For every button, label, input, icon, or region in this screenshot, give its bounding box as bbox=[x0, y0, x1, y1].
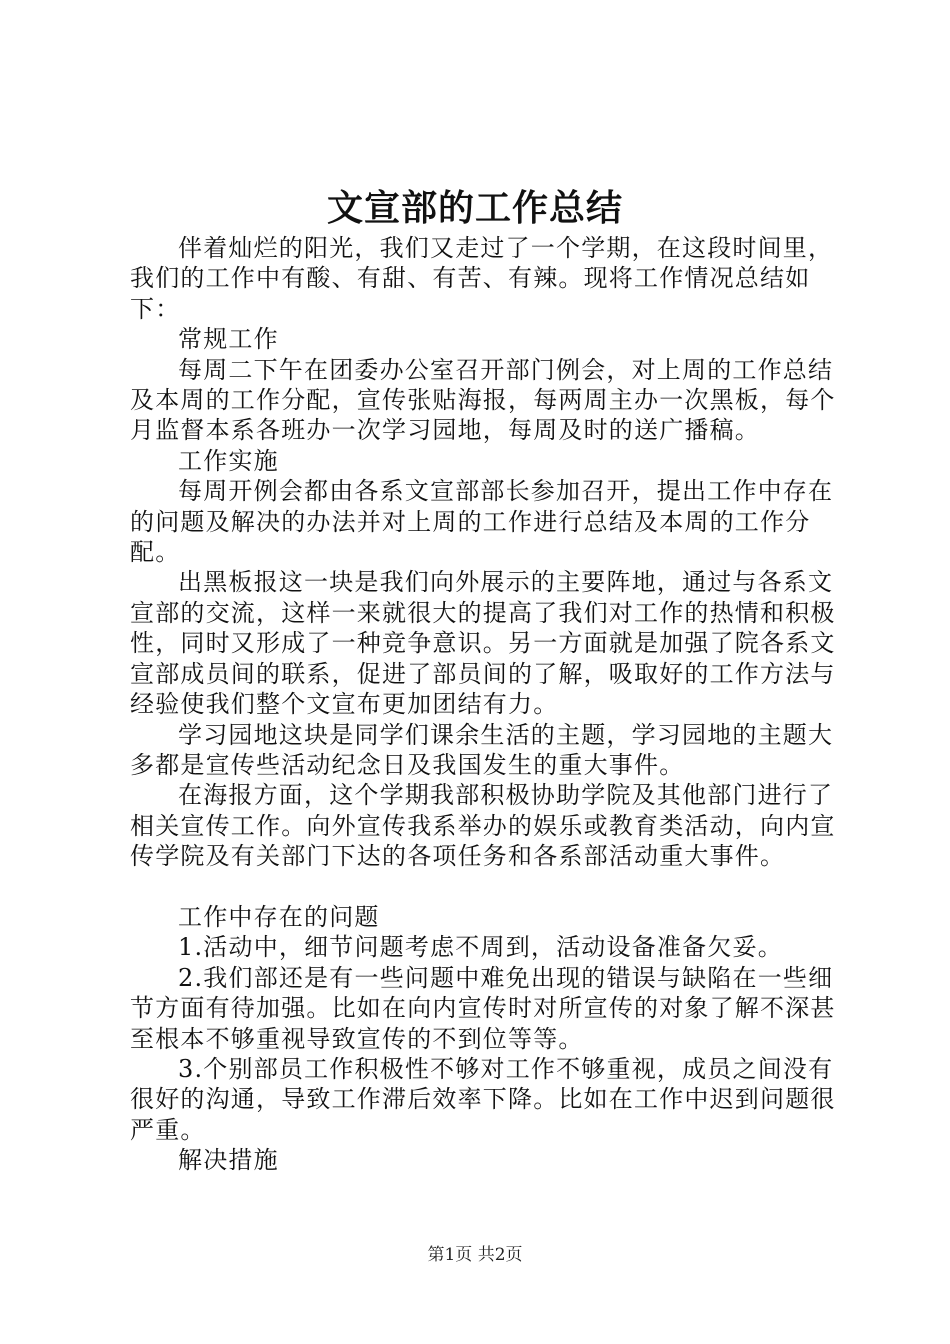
section-heading-solutions: 解决措施 bbox=[178, 1146, 279, 1175]
intro-paragraph: 伴着灿烂的阳光，我们又走过了一个学期，在这段时间里，我们的工作中有酸、有甜、有苦、有辣。现将工作情况总结如下： bbox=[130, 234, 834, 323]
problem-item-2: 2.我们部还是有一些问题中难免出现的错误与缺陷在一些细节方面有待加强。比如在向内宣传时对所宣传的对象了解不深甚至根本不够重视导致宣传的不到位等等。 bbox=[130, 963, 836, 1053]
problem-item-3: 3.个别部员工作积极性不够对工作不够重视，成员之间没有很好的沟通，导致工作滞后效率下降。比如在工作中迟到问题很严重。 bbox=[130, 1054, 836, 1144]
blackboard-paragraph: 出黑板报这一块是我们向外展示的主要阵地，通过与各系文宣部的交流，这样一来就很大的提高了我们对工作的热情和积极性，同时又形成了一种竞争意识。另一方面就是加强了院各系文宣部成员间的联系，促进了部员间的了解，吸取好的工作方法与经验使我们整个文宣布更加团结有力。 bbox=[130, 568, 836, 719]
meeting-paragraph: 每周开例会都由各系文宣部部长参加召开，提出工作中存在的问题及解决的办法并对上周的工作进行总结及本周的工作分配。 bbox=[130, 477, 834, 567]
document-title: 文宣部的工作总结 bbox=[326, 187, 623, 229]
document-body bbox=[130, 233, 842, 1176]
study-garden-paragraph: 学习园地这块是同学们课余生活的主题，学习园地的主题大多都是宣传些活动纪念日及我国发生的重大事件。 bbox=[130, 720, 834, 779]
routine-paragraph: 每周二下午在团委办公室召开部门例会，对上周的工作总结及本周的工作分配，宣传张贴海报，每两周主办一次黑板，每个月监督本系各班办一次学习园地，每周及时的送广播稿。 bbox=[130, 355, 836, 445]
problem-item-1: 1.活动中，细节问题考虑不周到，活动设备准备欠妥。 bbox=[178, 933, 783, 962]
paragraph-spacer bbox=[130, 872, 842, 902]
poster-paragraph: 在海报方面，这个学期我部积极协助学院及其他部门进行了相关宣传工作。向外宣传我系举办的娱乐或教育类活动，向内宣传学院及有关部门下达的各项任务和各系部活动重大事件。 bbox=[130, 781, 836, 871]
section-heading-implementation: 工作实施 bbox=[178, 446, 279, 475]
section-heading-problems: 工作中存在的问题 bbox=[178, 902, 380, 931]
page-footer: 第1页 共2页 bbox=[427, 1245, 523, 1265]
section-heading-routine: 常规工作 bbox=[178, 325, 279, 354]
